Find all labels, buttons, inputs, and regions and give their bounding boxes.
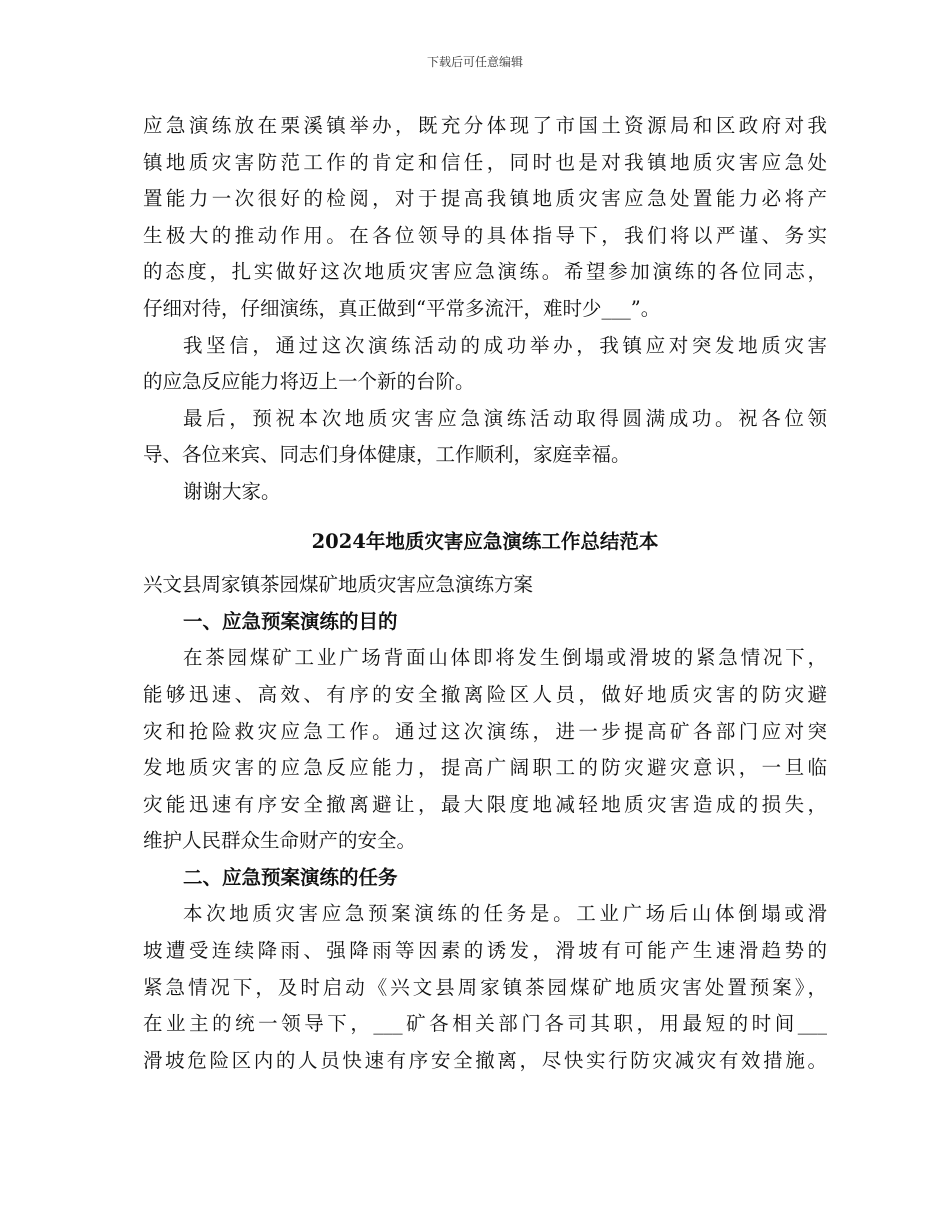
text-line: 生极大的推动作用。在各位领导的具体指导下，我们将以严谨、务实 [143, 223, 827, 247]
text-line: 我坚信，通过这次演练活动的成功举办，我镇应对突发地质灾害 [183, 333, 827, 357]
section-heading-tasks: 二、应急预案演练的任务 [183, 865, 398, 889]
text-line: 滑坡危险区内的人员快速有序安全撤离，尽快实行防灾减灾有效措施。 [143, 1048, 827, 1072]
text-line: 本次地质灾害应急预案演练的任务是。工业广场后山体倒塌或滑 [183, 902, 827, 926]
text-line: 最后，预祝本次地质灾害应急演练活动取得圆满成功。祝各位领 [183, 406, 827, 430]
paragraph-tasks [143, 896, 827, 1079]
text-line: 紧急情况下，及时启动《兴文县周家镇茶园煤矿地质灾害处置预案》， [143, 975, 827, 999]
paragraph-purpose [143, 640, 827, 860]
section-heading-purpose: 一、应急预案演练的目的 [183, 609, 398, 633]
text-line: 灾能迅速有序安全撤离避让，最大限度地减轻地质灾害造成的损失， [143, 792, 827, 816]
paragraph-speech-2 [143, 328, 827, 401]
paragraph-speech-1 [143, 108, 827, 328]
text-line: 应急演练放在栗溪镇举办，既充分体现了市国土资源局和区政府对我 [143, 114, 827, 137]
text-line: 能够迅速、高效、有序的安全撤离险区人员，做好地质灾害的防灾避 [143, 682, 827, 706]
text-line: 镇地质灾害防范工作的肯定和信任，同时也是对我镇地质灾害应急处 [143, 150, 827, 174]
document-subtitle: 兴文县周家镇茶园煤矿地质灾害应急演练方案 [143, 573, 534, 597]
text-line: 导、各位来宾、同志们身体健康，工作顺利，家庭幸福。 [143, 443, 631, 467]
text-line: 的态度，扎实做好这次地质灾害应急演练。希望参加演练的各位同志， [143, 260, 827, 284]
text-line: 坡遭受连续降雨、强降雨等因素的诱发，滑坡有可能产生速滑趋势的 [143, 939, 827, 963]
text-line: 仔细对待，仔细演练，真正做到“平常多流汗，难时少___”。 [143, 296, 661, 320]
text-line: 在业主的统一领导下，___矿各相关部门各司其职，用最短的时间___ [143, 1012, 827, 1036]
document-title: 2024年地质灾害应急演练工作总结范本 [311, 529, 659, 553]
text-line: 维护人民群众生命财产的安全。 [143, 829, 417, 853]
page-header-note: 下载后可任意编辑 [426, 55, 523, 69]
text-line: 在茶园煤矿工业广场背面山体即将发生倒塌或滑坡的紧急情况下， [183, 646, 827, 670]
text-line: 的应急反应能力将迈上一个新的台阶。 [143, 370, 475, 394]
paragraph-thanks: 谢谢大家。 [183, 479, 281, 503]
text-line: 置能力一次很好的检阅，对于提高我镇地质灾害应急处置能力必将产 [143, 187, 827, 211]
paragraph-speech-3 [143, 401, 827, 474]
text-line: 发地质灾害的应急反应能力，提高广阔职工的防灾避灾意识，一旦临 [143, 756, 827, 780]
text-line: 灾和抢险救灾应急工作。通过这次演练，进一步提高矿各部门应对突 [143, 719, 827, 743]
document-body [143, 108, 827, 1079]
